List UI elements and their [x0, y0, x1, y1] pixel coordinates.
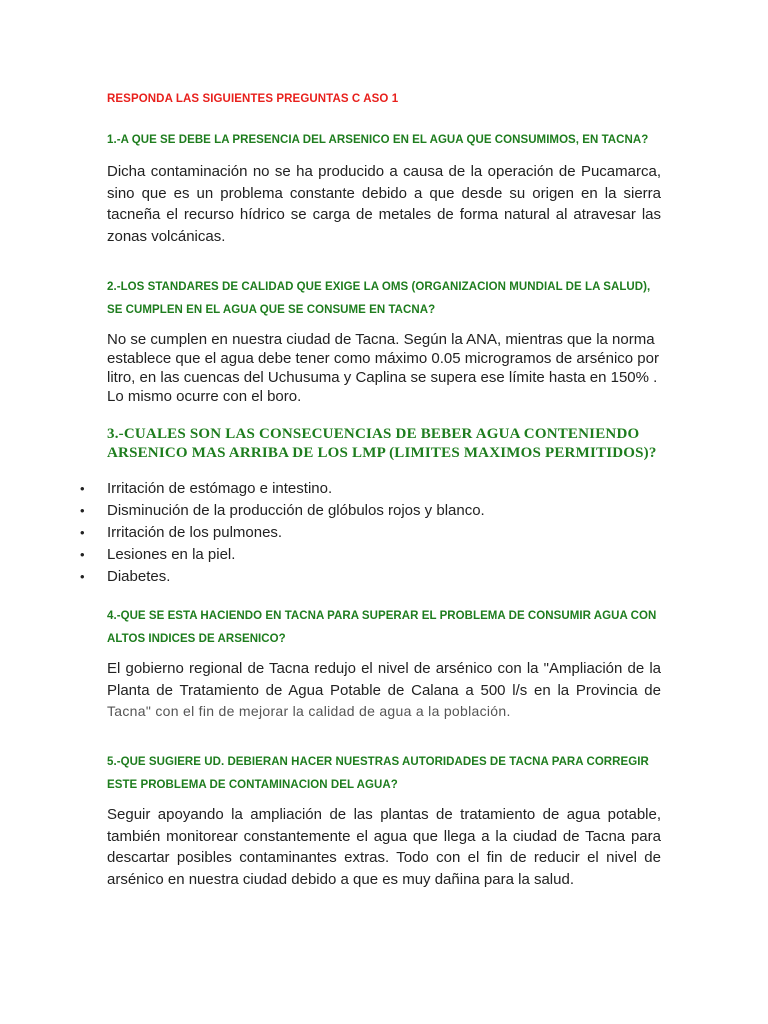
answer-4	[107, 658, 661, 723]
consequences-list	[80, 478, 485, 588]
question-3: 3.-CUALES SON LAS CONSECUENCIAS DE BEBER AGUA CONTENIENDO ARSENICO MAS ARRIBA DE LOS LMP (LIMITES MAXIMOS PERMITIDOS)?	[107, 426, 657, 461]
list-item: • Irritación de estómago e intestino.	[80, 478, 485, 500]
question-4: 4.-QUE SE ESTA HACIENDO EN TACNA PARA SUPERAR EL PROBLEMA DE CONSUMIR AGUA CON ALTOS INDICES DE ARSENICO?	[107, 610, 657, 645]
answer-4-main: El gobierno regional de Tacna redujo el nivel de arsénico con la "Ampliación de la Planta de Tratamiento de Agua Potable de Calana a 500 l/s en la Provincia de	[107, 660, 661, 699]
document-title: RESPONDA LAS SIGUIENTES PREGUNTAS C ASO 1	[107, 93, 399, 105]
answer-1: Dicha contaminación no se ha producido a causa de la operación de Pucamarca, sino que es un problema constante debido a que desde su origen en la sierra tacneña el recurso hídrico se carga de metales de forma natural al atravesar las zonas volcánicas.	[107, 163, 661, 245]
list-item: • Lesiones en la piel.	[80, 544, 485, 566]
bullet-icon: •	[80, 569, 85, 584]
bullet-icon: •	[80, 547, 85, 562]
bullet-icon: •	[80, 503, 85, 518]
question-5: 5.-QUE SUGIERE UD. DEBIERAN HACER NUESTRAS AUTORIDADES DE TACNA PARA CORREGIR ESTE PROBLEMA DE CONTAMINACION DEL AGUA?	[107, 756, 649, 791]
answer-4-tail: Tacna" con el fin de mejorar la calidad de agua a la población.	[107, 703, 511, 719]
question-2: 2.-LOS STANDARES DE CALIDAD QUE EXIGE LA OMS (ORGANIZACION MUNDIAL DE LA SALUD), SE CUMPLEN EN EL AGUA QUE SE CONSUME EN TACNA?	[107, 281, 651, 316]
question-1: 1.-A QUE SE DEBE LA PRESENCIA DEL ARSENICO EN EL AGUA QUE CONSUMIMOS, EN TACNA?	[107, 134, 649, 146]
list-item: • Diabetes.	[80, 566, 485, 588]
answer-5: Seguir apoyando la ampliación de las plantas de tratamiento de agua potable, también monitorear constantemente el agua que llega a la ciudad de Tacna para descartar posibles contaminantes extras. Todo con el fin de reducir el nivel de arsénico en nuestra ciudad debido a que es muy dañina para la salud.	[107, 806, 661, 888]
list-item: • Irritación de los pulmones.	[80, 522, 485, 544]
bullet-icon: •	[80, 525, 85, 540]
list-item: • Disminución de la producción de glóbulos rojos y blanco.	[80, 500, 485, 522]
answer-2: No se cumplen en nuestra ciudad de Tacna. Según la ANA, mientras que la norma establece que el agua debe tener como máximo 0.05 microgramos de arsénico por litro, en las cuencas del Uchusuma y Caplina se supera ese límite hasta en 150% . Lo mismo ocurre con el boro.	[107, 331, 659, 405]
bullet-icon: •	[80, 481, 85, 496]
